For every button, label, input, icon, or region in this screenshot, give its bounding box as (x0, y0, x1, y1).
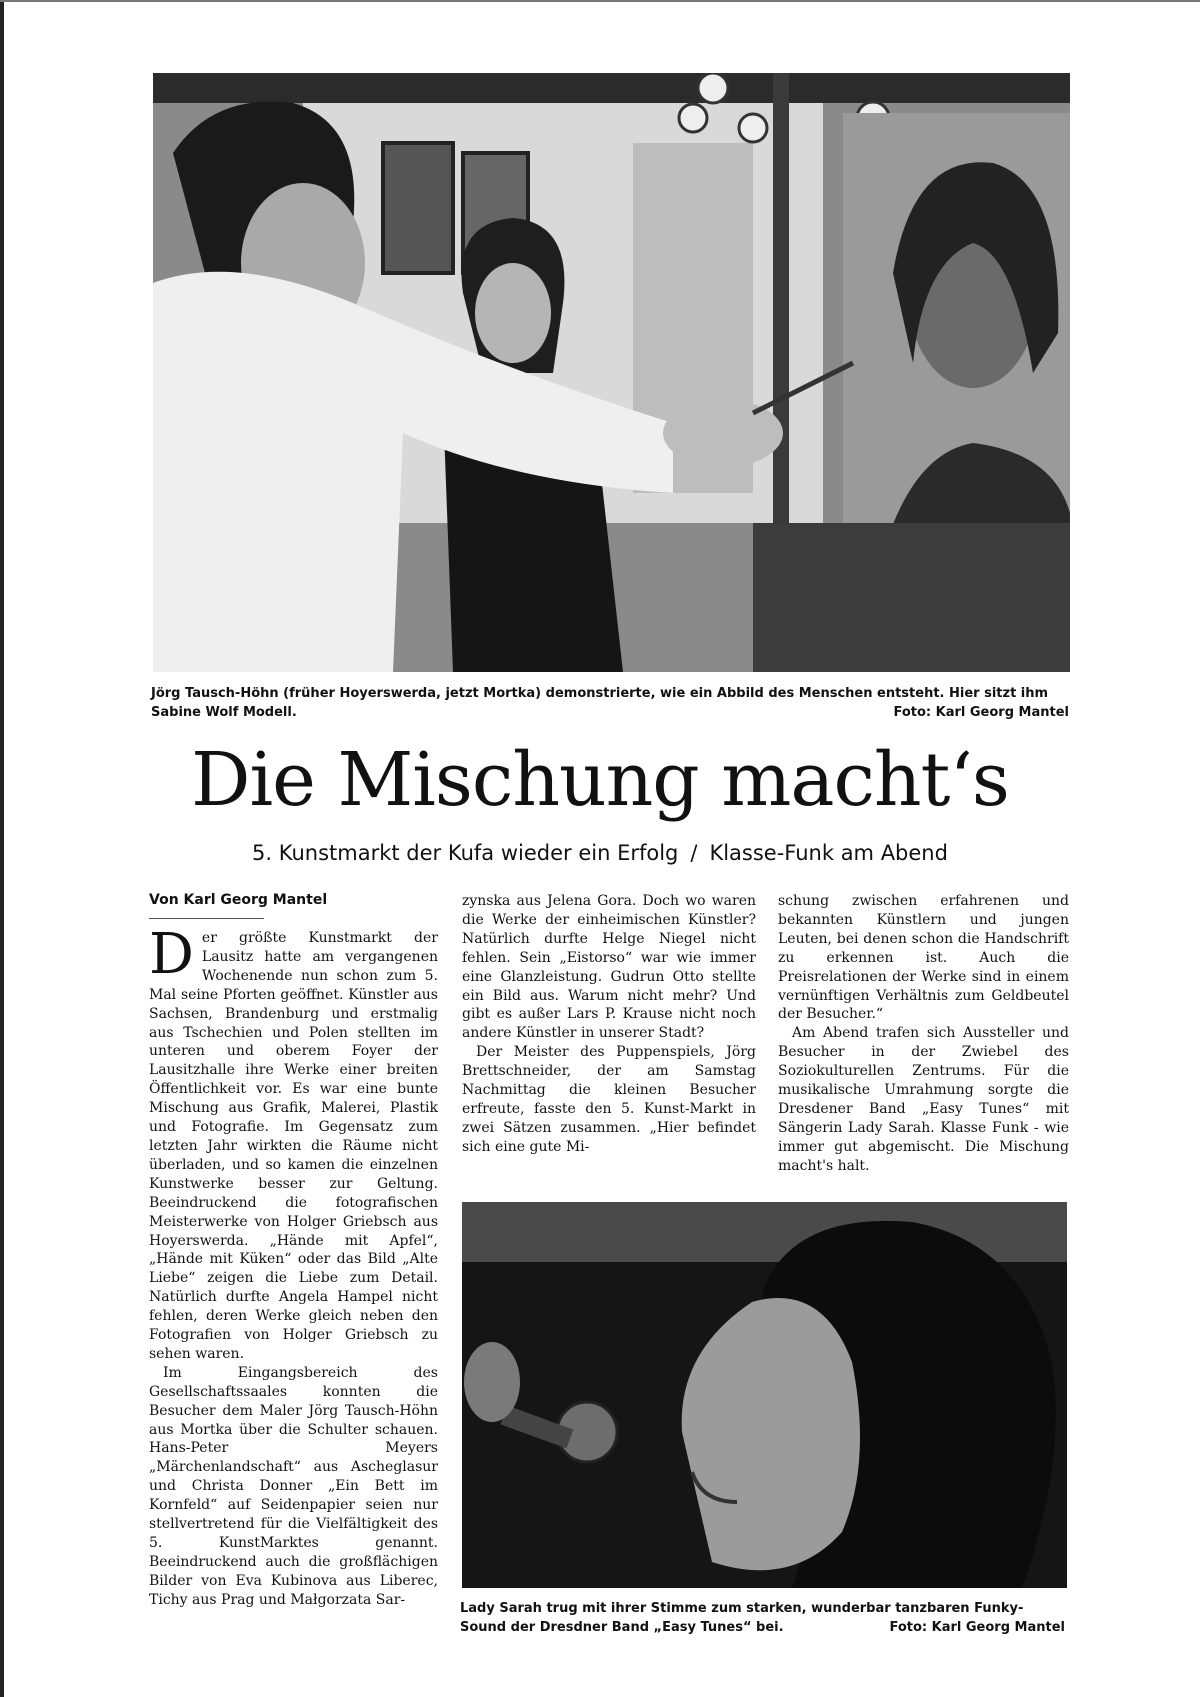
article-paragraph: Im Eingangsbereich des Gesellschaftssaales konnten die Besucher dem Maler Jörg Tausch-Höhn aus Mortka über die Schulter schauen. Hans-Peter Meyers „Märchenlandschaft“ aus Ascheglasur und Christa Donner „Ein Bett im Kornfeld“ auf Seidenpapier seien nur stellvertretend für die Vielfältigkeit des 5. KunstMarktes genannt. Beeindruckend auch die großflächigen Bilder von Eva Kubinova aus Liberec, Tichy aus Prag und Małgorzata Sar- (149, 1364, 438, 1608)
photo-credit: Foto: Karl Georg Mantel (889, 1620, 1065, 1635)
subhead-right: Klasse-Funk am Abend (709, 841, 948, 865)
article-column-1 (149, 922, 438, 1610)
article-paragraph: schung zwischen erfahrenen und bekannten Künstlern und jungen Leuten, bei denen schon die Handschrift zu erkennen ist. Auch die Preisrelationen der Werke sind in einem vernünftigen Verhältnis zum Geldbeutel der Besucher.“ (778, 893, 1069, 1023)
drop-cap: D (149, 922, 194, 987)
byline-rule (149, 918, 264, 919)
article-column-2 (462, 892, 756, 1157)
article-column-3 (778, 892, 1069, 1176)
subhead-left: 5. Kunstmarkt der Kufa wieder ein Erfolg (252, 841, 679, 865)
photo-credit: Foto: Karl Georg Mantel (893, 705, 1069, 720)
subheadline (0, 838, 1200, 868)
byline: Von Karl Georg Mantel (149, 892, 328, 908)
article-paragraph: zynska aus Jelena Gora. Doch wo waren die Werke der einheimischen Künstler? Natürlich durfte Helge Niegel nicht fehlen. Sein „Eistorso“ war wie immer eine Glanzleistung. Gudrun Otto stellte ein Bild aus. Warum nicht mehr? Und gibt es außer Lars P. Krause nicht noch andere Künstler in unserer Stadt? (462, 893, 756, 1042)
photo-caption-top (151, 684, 1069, 722)
article-paragraph: Der größte Kunstmarkt der Lausitz hatte am vergangenen Wochenende nun schon zum 5. Mal seine Pforten geöffnet. Künstler aus Sachsen, Brandenburg und erstmalig aus Tschechien und Polen stellten im unteren und oberem Foyer der Lausitzhalle ihre Werke einer breiten Öffentlichkeit vor. Es war eine bunte Mischung aus Grafik, Malerei, Plastik und Fotografie. Im Gegensatz zum letzten Jahr wirkten die Räume nicht überladen, und so kamen die einzelnen Kunstwerke besser zur Geltung. Beeindruckend die fotografischen Meisterwerke von Holger Griebsch aus Hoyerswerda. „Hände mit Apfel“, „Hände mit Küken“ oder das Bild „Alte Liebe“ zeigen die Liebe zum Detail. Natürlich durfte Angela Hampel nicht fehlen, deren Werke gleich neben den Fotografien von Holger Griebsch zu sehen waren. (149, 922, 438, 1362)
caption-text: Lady Sarah trug mit ihrer Stimme zum starken, wunderbar tanzbaren Funky-Sound der Dresdner Band „Easy Tunes“ bei. (460, 1601, 1024, 1635)
caption-text: Jörg Tausch-Höhn (früher Hoyerswerda, jetzt Mortka) demonstrierte, wie ein Abbild des Menschen entsteht. Hier sitzt ihm Sabine Wolf Modell. (151, 686, 1049, 720)
subhead-separator: / (690, 841, 698, 865)
article-paragraph: Am Abend trafen sich Aussteller und Besucher in der Zwiebel des Soziokulturellen Zentrums. Für die musikalische Umrahmung sorgte die Dresdener Band „Easy Tunes“ mit Sängerin Lady Sarah. Klasse Funk - wie immer gut abgemischt. Die Mischung macht's halt. (778, 1025, 1069, 1174)
article-paragraph: Der Meister des Puppenspiels, Jörg Brettschneider, der am Samstag Nachmittag die kleinen Besucher erfreute, fasste den 5. Kunst-Markt in zwei Sätzen zusammen. „Hier befindet sich eine gute Mi- (462, 1044, 756, 1155)
photo-caption-bottom (460, 1599, 1065, 1637)
photo-painter-demonstration (153, 73, 1070, 672)
scan-edge-top (0, 0, 1200, 2)
photo-singer-lady-sarah (462, 1202, 1067, 1588)
headline: Die Mischung macht‘s (191, 737, 1009, 823)
